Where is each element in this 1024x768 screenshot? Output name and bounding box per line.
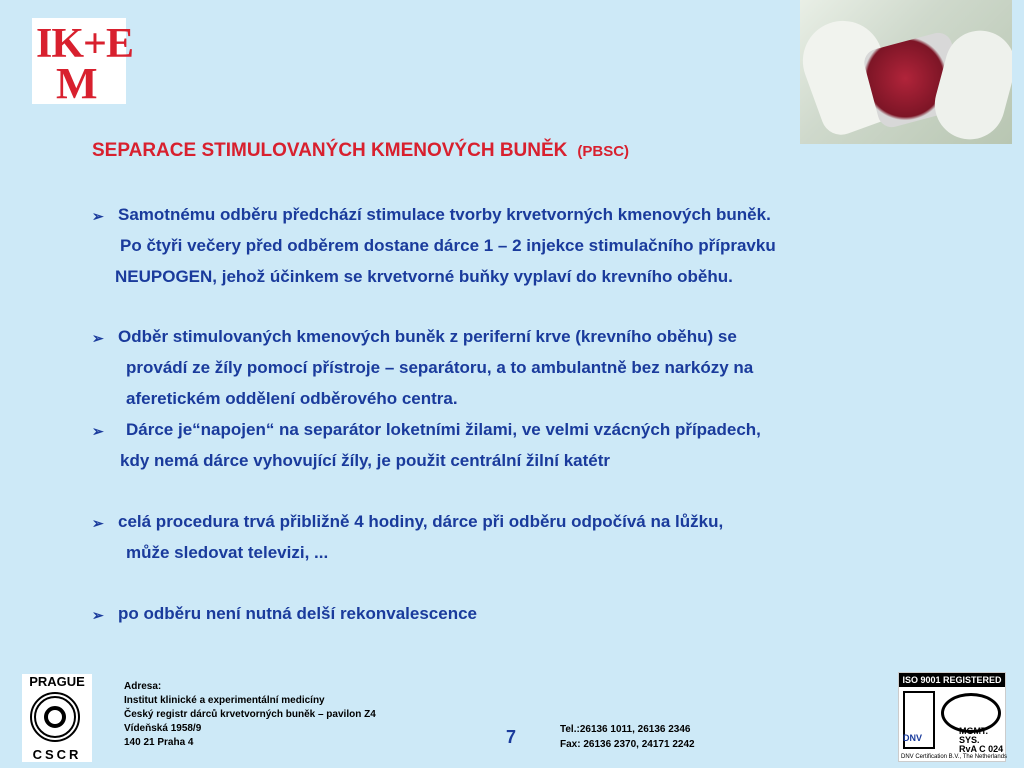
title-abbr: (PBSC) (577, 143, 630, 160)
cscr-ring-inner-icon (44, 706, 66, 728)
body-line: může sledovat televizi, ... (126, 543, 329, 562)
footer-contacts (560, 722, 695, 752)
iso-header: ISO 9001 REGISTERED (899, 673, 1005, 687)
address-line: Adresa: (124, 681, 162, 692)
mgmt-line: RvA C 024 (959, 744, 1004, 754)
blood-bag-photo (800, 0, 1012, 144)
ikem-logo (32, 18, 133, 108)
ikem-logo-line2: M (56, 59, 97, 108)
slide-title (92, 140, 629, 162)
body-line: provádí ze žíly pomocí přístroje – separátoru, a to ambulantně bez narkózy na (126, 358, 754, 377)
dnv-label: DNV (903, 733, 923, 743)
iso-footer: DNV Certification B.V., The Netherlands (901, 754, 1008, 760)
body-line: aferetickém oddělení odběrového centra. (126, 389, 458, 408)
body-line: Dárce je“napojen“ na separátor loketními žilami, ve velmi vzácných případech, (126, 420, 761, 439)
cscr-logo-bottom: CSCR (32, 747, 82, 762)
body-line: po odběru není nutná delší rekonvalescence (118, 604, 477, 623)
address-line: Český registr dárců krvetvorných buněk – pavilon Z4 (124, 709, 376, 720)
mgmt-sys-label (959, 727, 1005, 754)
body-line: Odběr stimulovaných kmenových buněk z periferní krve (krevního oběhu) se (118, 327, 737, 346)
body-line: NEUPOGEN, jehož účinkem se krvetvorné buňky vyplaví do krevního oběhu. (115, 267, 733, 286)
bullet-arrow-icon: ➢ (92, 515, 104, 531)
bullet-arrow-icon: ➢ (92, 423, 104, 439)
body-line: celá procedura trvá přibližně 4 hodiny, dárce při odběru odpočívá na lůžku, (118, 512, 724, 531)
page-number: 7 (506, 727, 517, 747)
address-line: Vídeňská 1958/9 (124, 723, 202, 734)
cscr-logo (22, 674, 92, 762)
body-line: Samotnému odběru předchází stimulace tvorby krvetvorných kmenových buněk. (118, 205, 771, 224)
bullet-arrow-icon: ➢ (92, 330, 104, 346)
title-main: SEPARACE STIMULOVANÝCH KMENOVÝCH BUNĚK (92, 140, 568, 161)
bullet-arrow-icon: ➢ (92, 208, 104, 224)
body-line: Po čtyři večery před odběrem dostane dárce 1 – 2 injekce stimulačního přípravku (120, 236, 776, 255)
cscr-logo-top: PRAGUE (29, 674, 85, 689)
address-line: 140 21 Praha 4 (124, 737, 194, 748)
iso-certificate-badge (898, 672, 1006, 762)
footer-address (124, 680, 376, 750)
mgmt-line: MGMT. SYS. (959, 726, 988, 745)
phone-text: Tel.:26136 1011, 26136 2346 (560, 724, 691, 735)
ikem-logo-line1: IK+E (36, 21, 133, 67)
fax-text: Fax: 26136 2370, 24171 2242 (560, 739, 695, 750)
address-line: Institut klinické a experimentální medicíny (124, 695, 325, 706)
bullet-arrow-icon: ➢ (92, 607, 104, 623)
body-line: kdy nemá dárce vyhovující žíly, je použit centrální žilní katétr (120, 451, 611, 470)
